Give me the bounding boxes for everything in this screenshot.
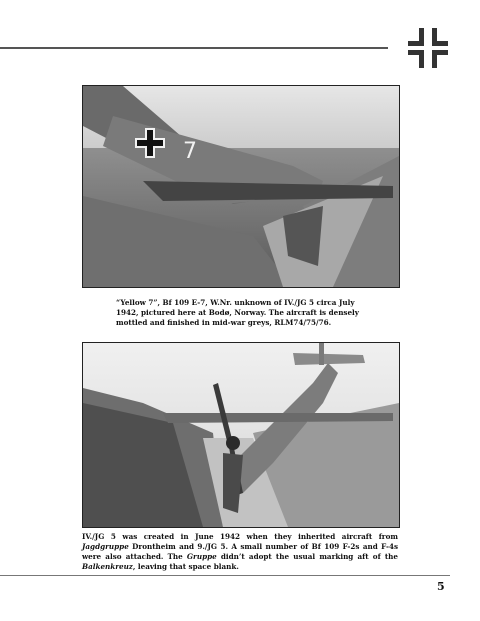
- header-rule: [0, 47, 388, 49]
- svg-text:7: 7: [183, 139, 197, 164]
- photo-bf109f-crash: [82, 342, 400, 528]
- footer-rule: [0, 575, 450, 576]
- photo1-caption: “Yellow 7”, Bf 109 E-7, W.Nr. unknown of IV./JG 5 circa July 1942, pictured here at Bodø, Norway. The aircraft is densely mottled and finished in mid-war greys, RLM74/75/76.: [116, 298, 359, 327]
- page-number: 5: [437, 580, 445, 593]
- balkenkreuz-cross-icon: [408, 28, 448, 68]
- photo-yellow-7-crash: [82, 85, 400, 288]
- photo2-caption: IV./JG 5 was created in June 1942 when they inherited aircraft from Jagdgruppe Drontheim and 9./JG 5. A small number of Bf 109 F-2s and F-4s were also attached. The Gruppe didn’t adopt the usual marking aft of the Balkenkreuz, leaving that space blank.: [82, 532, 398, 571]
